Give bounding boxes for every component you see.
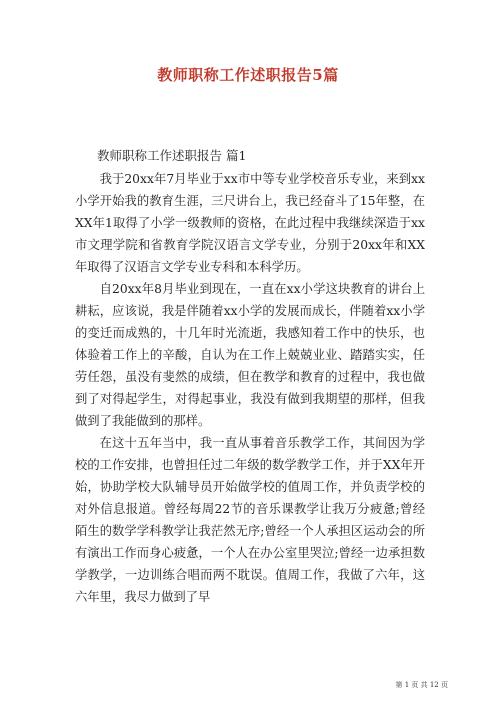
paragraph: 我于20xx年7月毕业于xx市中等专业学校音乐专业，来到xx小学开始我的教育生涯，三尺讲台上，我已经奋斗了15年整，在XX年1取得了小学一级教师的资格，在此过程中我继续深造于xx市文理学院和省教育学院汉语言文学专业，分别于20xx年和XX年取得了汉语言文学专业专科和本科学历。 bbox=[75, 172, 425, 274]
paragraph: 自20xx年8月毕业到现在，一直在xx小学这块教育的讲台上耕耘，应该说，我是伴随着xx小学的发展而成长，伴随着xx小学的变迁而成熟的，十几年时光流逝，我感知着工作中的快乐，也体验着工作上的辛酸，自认为在工作上兢兢业业、踏踏实实，任劳任怨，虽没有斐然的成绩，但在教学和教育的过程中，我也做到了对得起学生，对得起事业，我没有做到我期望的那样，但我做到了我能做到的那样。 bbox=[75, 282, 425, 428]
page-footer: 第 1 页 共 12 页 bbox=[395, 681, 448, 689]
document-title: 教师职称工作述职报告5篇 bbox=[157, 66, 339, 84]
document-body bbox=[75, 168, 425, 608]
paragraph: 在这十五年当中，我一直从事着音乐教学工作，其间因为学校的工作安排，也曾担任过二年级的数学教学工作，并于XX年开始，协助学校大队辅导员开始做学校的值周工作，并负责学校的对外信息报道。曾经每周22节的音乐课教学让我万分疲惫;曾经陌生的数学学科教学让我茫然无序;曾经一个人承担区运动会的所有演出工作而身心疲惫，一个人在办公室里哭泣;曾经一边承担数学教学，一边训练合唱而两不耽误。值周工作，我做了六年，这六年里，我尽力做到了早 bbox=[75, 436, 425, 604]
section-heading: 教师职称工作述职报告 篇1 bbox=[97, 148, 247, 163]
